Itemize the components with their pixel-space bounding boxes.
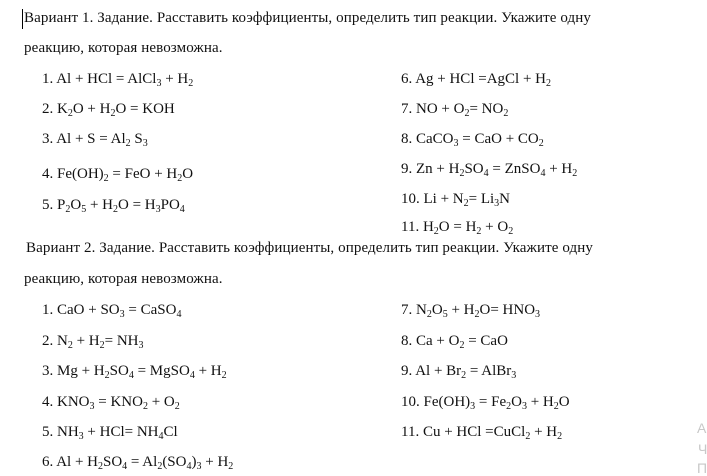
equation-text: $Zn + H_2SO_4$ = ZnSO$_4$ + $H_2$ (416, 161, 578, 179)
variant1-task-line1: Вариант 1. Задание. Расставить коэффициенты, определить тип реакции. Укажите одну (24, 10, 591, 26)
equation-v1-5 (42, 197, 185, 214)
equation-v2-4 (42, 394, 180, 411)
equation-v2-3 (42, 363, 227, 380)
equation-text: $KNO_3 = KNO_2 + O_2$ (57, 394, 180, 412)
equation-v2-5 (42, 424, 178, 441)
equation-text: $NH_3 + HCl= NH_4Cl$ (57, 424, 178, 442)
equation-v1-11 (401, 219, 513, 236)
equation-text: $N_2 + H_2= NH_3$ (57, 333, 144, 351)
equation-v2-6 (42, 454, 233, 471)
equation-text: $K_2O + H_2O$ = KOH (57, 101, 175, 119)
equation-v1-3 (42, 131, 148, 148)
equation-text: $Al + S = Al_2$ $S_3$ (56, 131, 148, 149)
equation-v1-2 (42, 101, 175, 118)
equation-text: NO + $O_2= NO_2$ (416, 101, 509, 119)
equation-v1-7 (401, 101, 508, 118)
equation-text: Al + HCl = AlCl$_3$ + $H_2$ (56, 71, 194, 89)
equation-text: $Fe(OH)_3 = Fe_2O_3 + H_2O$ (423, 394, 570, 412)
equation-v1-4 (42, 166, 193, 183)
equation-number: 7. (401, 101, 413, 117)
equation-number: 1. (42, 71, 54, 87)
equation-v1-1 (42, 71, 193, 88)
equation-number: 2. (42, 101, 54, 117)
watermark-char: Ч (698, 441, 707, 457)
text-cursor (22, 9, 23, 29)
equation-number: 5. (42, 197, 54, 213)
equation-number: 8. (401, 333, 413, 349)
equation-number: 4. (42, 166, 54, 182)
equation-number: 6. (42, 454, 54, 470)
equation-number: 11. (401, 219, 420, 235)
equation-text: Ag + HCl =AgCl + $H_2$ (415, 71, 551, 89)
equation-text: $P_2O_5 + H_2O = H_3PO_4$ (57, 197, 185, 215)
equation-v2-1 (42, 302, 181, 319)
equation-number: 6. (401, 71, 413, 87)
equation-v2-10 (401, 394, 570, 411)
equation-number: 2. (42, 333, 54, 349)
variant1-task-line2: реакцию, которая невозможна. (24, 40, 223, 56)
watermark-char: А (697, 420, 707, 436)
equation-number: 10. (401, 191, 420, 207)
equation-number: 1. (42, 302, 54, 318)
equation-v2-9 (401, 363, 516, 380)
watermark-char: П (697, 460, 707, 476)
equation-text: $Al + Br_2$ = AlBr$_3$ (415, 363, 517, 381)
equation-number: 9. (401, 161, 413, 177)
equation-number: 3. (42, 363, 54, 379)
equation-v1-6 (401, 71, 551, 88)
equation-text: $Mg + H_2SO_4$ = MgSO$_4$ + $H_2$ (57, 363, 227, 381)
variant2-task-line2: реакцию, которая невозможна. (24, 271, 223, 287)
equation-v2-2 (42, 333, 144, 350)
equation-number: 11. (401, 424, 420, 440)
equation-v1-10 (401, 191, 510, 208)
equation-number: 8. (401, 131, 413, 147)
equation-text: CaCO$_3$ = CaO + $CO_2$ (416, 131, 544, 149)
equation-text: Cu + HCl =CuCl$_2$ + $H_2$ (422, 424, 563, 442)
equation-text: $Li + N_2= Li_3N$ (423, 191, 511, 209)
equation-v1-9 (401, 161, 577, 178)
equation-text: $Ca + O_2$ = CaO (416, 333, 508, 351)
equation-v2-8 (401, 333, 508, 350)
equation-v2-11 (401, 424, 562, 441)
equation-number: 3. (42, 131, 54, 147)
equation-text: $N_2O_5 + H_2O= HNO_3$ (416, 302, 541, 320)
equation-v2-7 (401, 302, 540, 319)
equation-number: 5. (42, 424, 54, 440)
variant2-task-line1: Вариант 2. Задание. Расставить коэффициенты, определить тип реакции. Укажите одну (26, 240, 593, 256)
equation-number: 9. (401, 363, 413, 379)
equation-number: 10. (401, 394, 420, 410)
equation-text: $Al + H_2SO_4 = Al_2(SO_4)_3 + H_2$ (56, 454, 234, 472)
equation-number: 4. (42, 394, 54, 410)
equation-number: 7. (401, 302, 413, 318)
equation-text: $H_2O = H_2 + O_2$ (422, 219, 514, 237)
equation-text: $Fe(OH)_2$ = FeO + $H_2O$ (57, 166, 194, 184)
equation-v1-8 (401, 131, 544, 148)
equation-text: CaO + $SO_3$ = CaSO$_4$ (57, 302, 182, 320)
